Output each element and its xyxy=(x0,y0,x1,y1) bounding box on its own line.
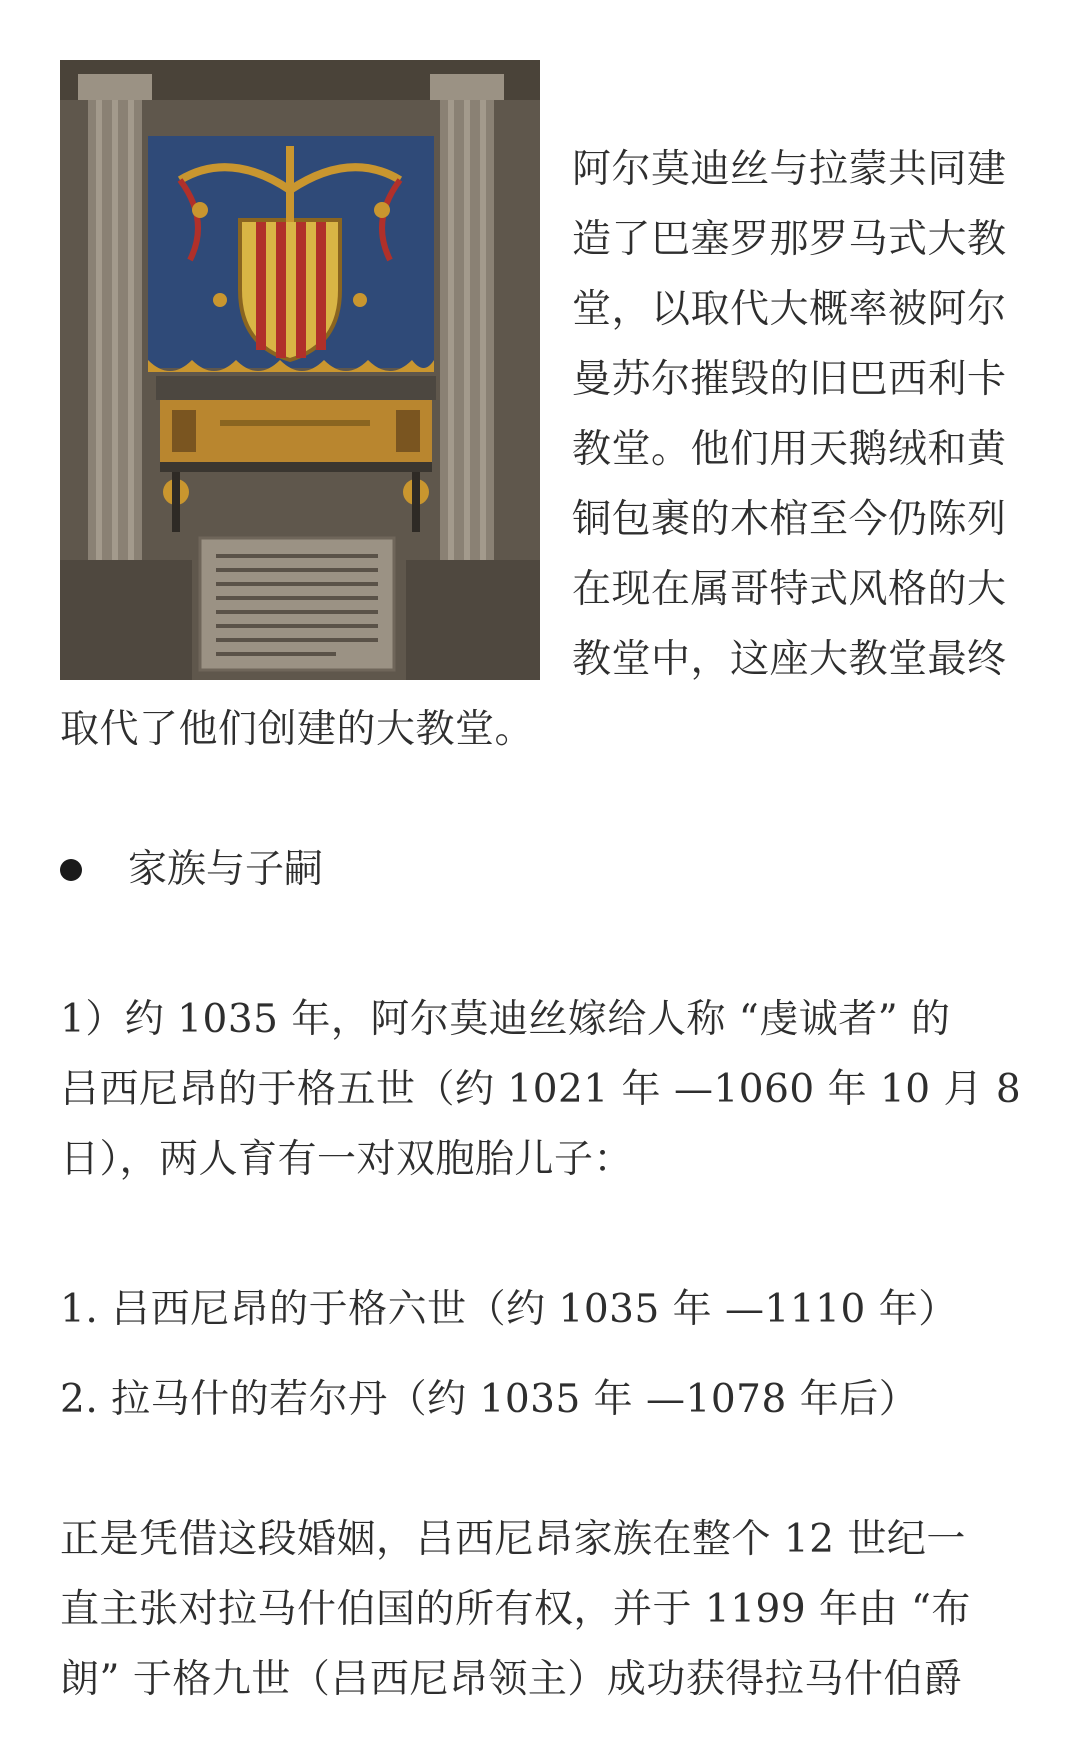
bullet-icon xyxy=(60,859,82,881)
paragraph-1-line-8: 教堂中，这座大教堂最终 xyxy=(572,637,1007,682)
paragraph-3-line-1: 正是凭借这段婚姻，吕西尼昂家族在整个 12 世纪一 xyxy=(60,1517,966,1562)
tomb-photo xyxy=(60,60,540,680)
tomb-illustration xyxy=(60,60,540,680)
paragraph-3-line-2: 直主张对拉马什伯国的所有权，并于 1199 年由 “布 xyxy=(60,1587,971,1632)
paragraph-1-line-4: 曼苏尔摧毁的旧巴西利卡 xyxy=(572,357,1007,402)
paragraph-2-line-3: 日），两人育有一对双胞胎儿子： xyxy=(60,1137,634,1182)
paragraph-1-line-3: 堂，以取代大概率被阿尔 xyxy=(572,287,1007,332)
paragraph-1-line-9: 取代了他们创建的大教堂。 xyxy=(60,707,535,752)
paragraph-2-line-2: 吕西尼昂的于格五世（约 1021 年 —1060 年 10 月 8 xyxy=(60,1067,1022,1112)
son-list-item-2: 2. 拉马什的若尔丹（约 1035 年 —1078 年后） xyxy=(60,1377,919,1422)
paragraph-1-line-7: 在现在属哥特式风格的大 xyxy=(572,567,1007,612)
paragraph-1-line-6: 铜包裹的木棺至今仍陈列 xyxy=(572,497,1007,542)
paragraph-3-line-3: 朗” 于格九世（吕西尼昂领主）成功获得拉马什伯爵 xyxy=(60,1657,963,1702)
paragraph-1-line-5: 教堂。他们用天鹅绒和黄 xyxy=(572,427,1007,472)
paragraph-1-line-2: 造了巴塞罗那罗马式大教 xyxy=(572,217,1007,262)
son-list-item-1: 1. 吕西尼昂的于格六世（约 1035 年 —1110 年） xyxy=(60,1287,958,1332)
section-heading-family: 家族与子嗣 xyxy=(128,847,324,892)
paragraph-2-line-1: 1）约 1035 年，阿尔莫迪丝嫁给人称 “虔诚者” 的 xyxy=(60,997,951,1042)
paragraph-1-line-1: 阿尔莫迪丝与拉蒙共同建 xyxy=(572,147,1007,192)
